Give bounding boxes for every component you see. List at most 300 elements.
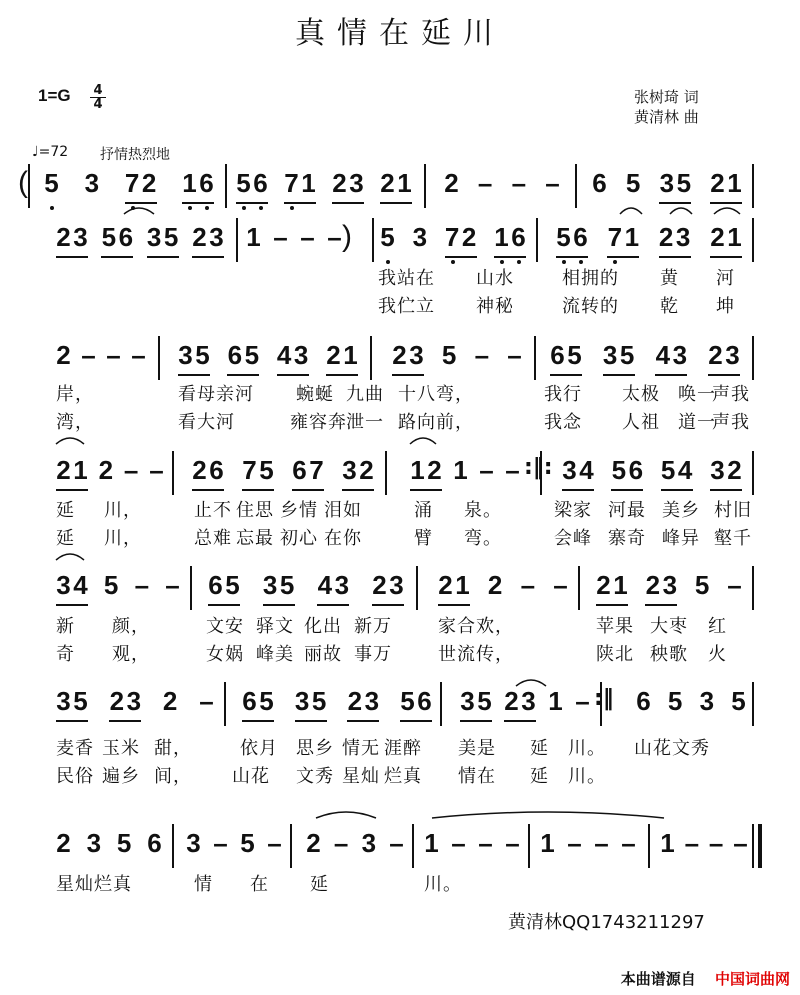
- lyric-word: 湾，: [56, 412, 94, 433]
- note: 4: [677, 455, 693, 485]
- note-group: [655, 340, 687, 376]
- slur-mark: [56, 554, 84, 560]
- note: 3: [460, 686, 475, 716]
- dash: –: [123, 455, 139, 485]
- note-group: [505, 828, 520, 858]
- note-group: [131, 340, 146, 370]
- lyric-word: 声我: [712, 384, 750, 405]
- note: 6: [199, 168, 214, 198]
- dash: –: [199, 686, 214, 716]
- note-group: [342, 455, 374, 491]
- note-group: [306, 828, 321, 858]
- note: 5: [236, 168, 251, 198]
- note-group: [109, 686, 141, 722]
- note: 1: [343, 340, 358, 370]
- lyric-word: 情: [194, 874, 213, 895]
- time-signature: $\frac{4}{4}$: [90, 84, 106, 111]
- note: 5: [73, 686, 88, 716]
- dash: –: [165, 570, 180, 600]
- measure: [192, 455, 374, 491]
- bar-line: [158, 336, 160, 380]
- measure: [596, 570, 742, 606]
- lyric-word: 在你: [324, 528, 362, 549]
- note: 2: [192, 222, 207, 252]
- lyric-word: 九曲: [346, 384, 384, 405]
- slur-mark: [620, 208, 642, 214]
- measure: [56, 828, 162, 858]
- note-group: [81, 340, 96, 370]
- note: 5: [279, 570, 295, 600]
- note-group: [636, 686, 651, 716]
- slur-mark: [432, 812, 664, 818]
- note: 1: [73, 455, 88, 485]
- note: 2: [332, 168, 347, 198]
- dash: –: [300, 222, 315, 252]
- bar-line: [225, 164, 227, 208]
- note: 2: [109, 686, 125, 716]
- slur-mark: [124, 208, 154, 214]
- note-group: [134, 570, 149, 600]
- note: 3: [293, 340, 309, 370]
- note-group: [208, 570, 240, 606]
- slur-mark: [316, 812, 376, 818]
- note-group: [626, 168, 641, 198]
- bar-line: [416, 566, 418, 610]
- dash: –: [389, 828, 404, 858]
- measure: [444, 168, 560, 198]
- note: 3: [186, 828, 201, 858]
- note: 5: [195, 340, 210, 370]
- arranger-signature: 黄清林QQ1743211297: [508, 912, 705, 933]
- note: 6: [511, 222, 526, 252]
- expression-marking: 抒情热烈地: [100, 147, 170, 163]
- note: 5: [116, 828, 132, 858]
- bar-line: [412, 824, 414, 868]
- lyric-word: 新: [56, 616, 75, 637]
- measure: [44, 168, 214, 204]
- note-group: [44, 168, 59, 198]
- lyric-word: 在: [250, 874, 269, 895]
- note: 3: [412, 222, 428, 252]
- slur-mark: [56, 438, 84, 444]
- dash: –: [478, 828, 493, 858]
- measure: [380, 222, 526, 258]
- lyric-word: 初心: [280, 528, 318, 549]
- dash: –: [520, 570, 536, 600]
- note-group: [86, 828, 101, 858]
- note-group: [284, 168, 316, 204]
- lyric-word: 星灿: [342, 766, 380, 787]
- lyric-word: 火: [708, 644, 727, 665]
- note: 1: [494, 222, 509, 252]
- lyric-word: 观，: [112, 644, 150, 665]
- note-group: [149, 455, 164, 485]
- note: 3: [178, 340, 193, 370]
- note-group: [562, 455, 594, 491]
- note: 3: [675, 222, 691, 252]
- note: 1: [727, 222, 742, 252]
- note-group: [733, 828, 748, 858]
- slur-mark: [410, 438, 436, 444]
- lyric-word: 川。: [568, 738, 606, 759]
- note: 5: [225, 570, 240, 600]
- note: 1: [455, 570, 470, 600]
- note-group: [507, 340, 522, 370]
- bar-line: [172, 451, 174, 495]
- dash: –: [149, 455, 164, 485]
- note: 2: [710, 222, 725, 252]
- note-group: [199, 686, 214, 716]
- note: 3: [521, 686, 536, 716]
- note: 4: [317, 570, 333, 600]
- note: 5: [311, 686, 327, 716]
- measure: [438, 570, 568, 606]
- lyric-word: 延: [530, 766, 549, 787]
- dash: –: [267, 828, 282, 858]
- lyric-word: 道一: [678, 412, 716, 433]
- lyric-word: 寨奇: [608, 528, 646, 549]
- dash: –: [477, 168, 493, 198]
- note: 3: [262, 570, 278, 600]
- lyric-word: 川。: [568, 766, 606, 787]
- note-group: [478, 168, 493, 198]
- note-group: [567, 828, 582, 858]
- note: 3: [725, 340, 740, 370]
- lyric-word: 苹果: [596, 616, 634, 637]
- note-group: [710, 455, 742, 491]
- lyric-word: 涯醉: [384, 738, 422, 759]
- open-paren: (: [18, 166, 28, 199]
- note: 7: [444, 222, 460, 252]
- note: 2: [438, 570, 453, 600]
- note: 3: [662, 570, 678, 600]
- lyric-word: 新万: [354, 616, 392, 637]
- note-group: [592, 168, 607, 198]
- note-group: [708, 340, 740, 376]
- note-group: [124, 455, 139, 485]
- lyric-word: 延: [56, 500, 75, 521]
- note: 5: [731, 686, 746, 716]
- note: 7: [309, 455, 324, 485]
- measure: [178, 340, 358, 376]
- note: 2: [306, 828, 321, 858]
- note-group: [478, 828, 493, 858]
- dash: –: [327, 222, 342, 252]
- dash: –: [727, 570, 742, 600]
- note: 3: [334, 570, 350, 600]
- note: 6: [253, 168, 268, 198]
- note: 3: [126, 686, 142, 716]
- lyric-word: 甜，: [154, 738, 192, 759]
- note: 5: [676, 168, 692, 198]
- lyric-word: 文安: [206, 616, 244, 637]
- note-group: [520, 570, 535, 600]
- note-group: [709, 828, 724, 858]
- lyric-word: 蜿蜒: [296, 384, 334, 405]
- note: 1: [410, 455, 425, 485]
- dash: –: [594, 828, 609, 858]
- bar-line: [28, 164, 30, 208]
- note-group: [460, 686, 492, 722]
- measure: [56, 222, 224, 258]
- note-group: [178, 340, 210, 376]
- note: 6: [592, 168, 607, 198]
- note: 4: [579, 455, 594, 485]
- note-group: [596, 570, 628, 606]
- lyric-word: 我念: [544, 412, 582, 433]
- bar-line: [440, 682, 442, 726]
- note: 3: [84, 168, 100, 198]
- note-group: [263, 570, 295, 606]
- bar-line: [648, 824, 650, 868]
- lyric-word: 烂真: [384, 766, 422, 787]
- lyric-word: 文秀: [296, 766, 334, 787]
- lyricist-credit: 张树琦 词: [634, 88, 699, 106]
- source-label: 本曲谱源自: [620, 970, 696, 988]
- note-group: [56, 570, 88, 606]
- note-group: [661, 455, 693, 491]
- note-group: [327, 222, 342, 252]
- measure: [460, 686, 590, 722]
- dash: –: [333, 828, 349, 858]
- lyric-word: 坤: [716, 296, 735, 317]
- note-group: [607, 222, 639, 258]
- note: 5: [400, 686, 415, 716]
- lyric-word: 大枣: [650, 616, 688, 637]
- note-group: [101, 222, 133, 258]
- note-group: [699, 686, 714, 716]
- note-group: [684, 828, 699, 858]
- note: 3: [602, 340, 618, 370]
- lyric-word: 我伫立: [378, 296, 435, 317]
- note: 5: [441, 340, 457, 370]
- lyric-word: 红: [708, 616, 727, 637]
- lyric-word: 延: [530, 738, 549, 759]
- note-group: [442, 340, 457, 370]
- note-group: [505, 455, 520, 485]
- lyric-word: 依月: [240, 738, 278, 759]
- note: 5: [259, 686, 274, 716]
- dash: –: [134, 570, 150, 600]
- lyric-word: 河: [716, 268, 735, 289]
- note-group: [192, 455, 224, 491]
- note-group: [389, 828, 404, 858]
- measure: [236, 168, 412, 204]
- note: 5: [477, 686, 492, 716]
- note-group: [550, 340, 582, 376]
- note: 1: [397, 168, 412, 198]
- lyric-word: 事万: [354, 644, 392, 665]
- dash: –: [733, 828, 748, 858]
- lyric-word: 壑千: [714, 528, 752, 549]
- note: 3: [699, 686, 715, 716]
- note: 1: [727, 168, 742, 198]
- note: 3: [409, 340, 424, 370]
- note-group: [603, 340, 635, 376]
- dash: –: [511, 168, 527, 198]
- note-group: [660, 828, 675, 858]
- measure: [592, 168, 742, 204]
- dash: –: [684, 828, 700, 858]
- note: 1: [246, 222, 261, 252]
- note: 5: [240, 828, 255, 858]
- note: 1: [660, 828, 675, 858]
- close-paren: ): [342, 220, 352, 253]
- lyric-word: 美是: [458, 738, 496, 759]
- note-group: [117, 828, 132, 858]
- note: 2: [596, 570, 611, 600]
- note: 5: [380, 222, 395, 252]
- lyric-word: 山花文秀: [634, 738, 710, 759]
- note-group: [594, 828, 609, 858]
- bar-line: [575, 164, 577, 208]
- dash: –: [505, 455, 520, 485]
- dash: –: [545, 168, 560, 198]
- lyric-word: 玉米: [102, 738, 140, 759]
- lyric-word: 忘最: [236, 528, 274, 549]
- note-group: [236, 168, 268, 204]
- note-group: [192, 222, 224, 258]
- dash: –: [621, 828, 636, 858]
- measure: [424, 828, 520, 858]
- note: 2: [504, 686, 519, 716]
- note: 2: [444, 168, 459, 198]
- note-group: [372, 570, 404, 606]
- lyric-word: 女娲: [206, 644, 244, 665]
- note: 6: [227, 340, 243, 370]
- note-group: [267, 828, 282, 858]
- lyric-word: 看母亲河: [178, 384, 254, 405]
- lyric-word: 情无: [342, 738, 380, 759]
- bar-line: [528, 824, 530, 868]
- note: 5: [667, 686, 683, 716]
- dash: –: [567, 828, 582, 858]
- note: 2: [359, 455, 374, 485]
- note-group: [710, 222, 742, 258]
- measure: [562, 455, 742, 491]
- lyric-word: 看大河: [178, 412, 235, 433]
- note-group: [575, 686, 590, 716]
- lyric-word: 驿文: [256, 616, 294, 637]
- note: 2: [708, 340, 723, 370]
- final-bar-line: [758, 824, 762, 868]
- note: 5: [694, 570, 710, 600]
- lyric-word: 川，: [104, 528, 142, 549]
- note-group: [98, 455, 113, 485]
- note-group: [84, 168, 99, 198]
- note: 2: [645, 570, 661, 600]
- note-group: [545, 168, 560, 198]
- note: 5: [567, 340, 582, 370]
- note: 2: [461, 222, 477, 252]
- note: 5: [660, 455, 676, 485]
- note-group: [445, 222, 477, 258]
- note: 5: [611, 455, 627, 485]
- note-group: [453, 455, 468, 485]
- note: 5: [259, 455, 274, 485]
- note-group: [56, 828, 71, 858]
- note: 5: [244, 340, 260, 370]
- note-group: [56, 222, 88, 258]
- measure: [550, 340, 740, 376]
- note-group: [659, 168, 691, 204]
- lyric-word: 川。: [424, 874, 462, 895]
- note-group: [106, 340, 121, 370]
- note: 2: [710, 168, 725, 198]
- note: 2: [372, 570, 387, 600]
- lyric-word: 泄一: [346, 412, 384, 433]
- note-group: [668, 686, 683, 716]
- note: 1: [548, 686, 563, 716]
- lyric-word: 乡情: [280, 500, 318, 521]
- note: 5: [163, 222, 179, 252]
- key-signature: 1=G: [38, 86, 71, 105]
- note-group: [317, 570, 349, 606]
- note-group: [147, 222, 179, 258]
- note-group: [556, 222, 588, 258]
- note: 2: [98, 455, 114, 485]
- note-group: [710, 168, 742, 204]
- measure: [540, 828, 636, 858]
- lyric-word: 我行: [544, 384, 582, 405]
- dash: –: [553, 570, 568, 600]
- bar-line: [290, 824, 292, 868]
- note: 5: [101, 222, 117, 252]
- lyric-word: 村旧: [714, 500, 752, 521]
- note-group: [731, 686, 746, 716]
- bar-line: [578, 566, 580, 610]
- note: 3: [710, 455, 725, 485]
- lyric-word: 延: [310, 874, 329, 895]
- note-group: [242, 686, 274, 722]
- measure: [242, 686, 432, 722]
- note-group: [240, 828, 255, 858]
- lyric-word: 泉。: [464, 500, 502, 521]
- lyric-word: 情在: [458, 766, 496, 787]
- footer-source: [621, 968, 790, 989]
- lyric-word: 麦香: [56, 738, 94, 759]
- bar-line: [536, 218, 538, 262]
- note: 1: [424, 828, 439, 858]
- note: 6: [209, 455, 224, 485]
- note-group: [659, 222, 691, 258]
- note: 1: [613, 570, 628, 600]
- note: 3: [294, 686, 310, 716]
- note-group: [147, 828, 162, 858]
- bar-line: [190, 566, 192, 610]
- note: 6: [118, 222, 134, 252]
- lyric-word: 峰异: [662, 528, 700, 549]
- note: 2: [727, 455, 742, 485]
- measure: [56, 455, 164, 491]
- note-group: [292, 455, 324, 491]
- measure: [208, 570, 404, 606]
- measure: [56, 340, 146, 370]
- note-group: [645, 570, 677, 606]
- note-group: [326, 340, 358, 376]
- note: 2: [326, 340, 341, 370]
- note-group: [56, 686, 88, 722]
- lyric-word: 弯。: [464, 528, 502, 549]
- note-group: [163, 686, 178, 716]
- note: 6: [550, 340, 565, 370]
- note-group: [392, 340, 424, 376]
- lyric-word: 梁家: [554, 500, 592, 521]
- note: 2: [487, 570, 503, 600]
- dash: –: [106, 340, 121, 370]
- lyric-word: 神秘: [476, 296, 514, 317]
- bar-line: [752, 218, 754, 262]
